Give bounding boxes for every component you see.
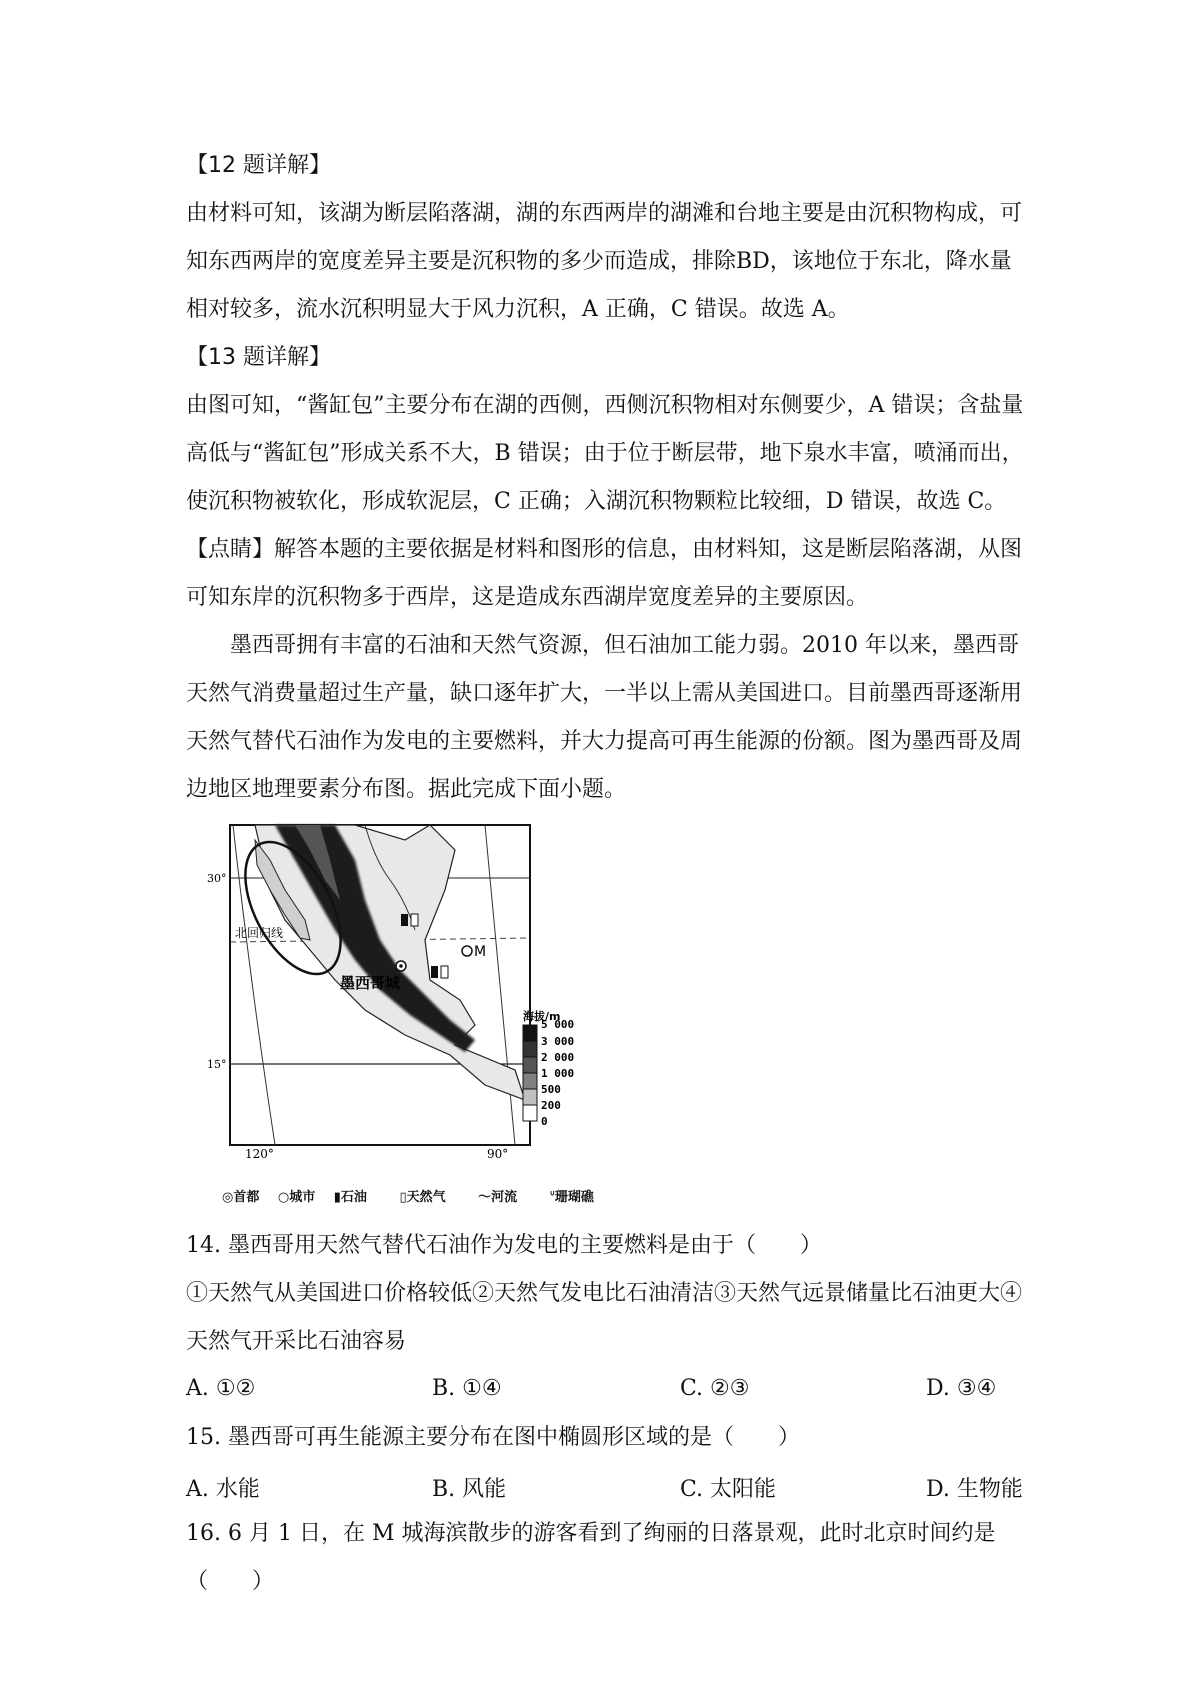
q14-option-b[interactable]: B. ①④ bbox=[432, 1376, 502, 1401]
gas-symbol-1 bbox=[411, 914, 418, 926]
capital-symbol-dot bbox=[399, 964, 403, 968]
legend-reef: ᐡ珊瑚礁 bbox=[549, 1190, 594, 1205]
mexico-map bbox=[207, 820, 655, 1190]
q12-heading: 【12 题详解】 bbox=[186, 153, 331, 178]
oil-symbol-1 bbox=[401, 914, 408, 926]
q14-stem: 14. 墨西哥用天然气替代石油作为发电的主要燃料是由于（ ） bbox=[186, 1233, 822, 1258]
oil-symbol-2 bbox=[431, 966, 438, 978]
q15-option-a[interactable]: A. 水能 bbox=[186, 1477, 260, 1502]
passage: 墨西哥拥有丰富的石油和天然气资源，但石油加工能力弱。2010 年以来，墨西哥天然气消费量超过生产量，缺口逐年扩大，一半以上需从美国进口。目前墨西哥逐渐用天然气替代石油作为发电的主要燃料，并大力提高可再生能源的份额。图为墨西哥及周边地区地理要素分布图。据此完成下面小题。 bbox=[186, 633, 1023, 802]
q14-option-c[interactable]: C. ②③ bbox=[680, 1376, 750, 1401]
q15-option-b[interactable]: B. 风能 bbox=[432, 1477, 507, 1502]
legend-river: 〜河流 bbox=[478, 1190, 518, 1205]
elev-label: 0 bbox=[541, 1115, 548, 1128]
city-m-label: M bbox=[474, 944, 487, 960]
elev-swatch-4 bbox=[523, 1073, 537, 1089]
gas-symbol-2 bbox=[441, 966, 448, 978]
q14-statements: ①天然气从美国进口价格较低②天然气发电比石油清洁③天然气远景储量比石油更大④天然气开采比石油容易 bbox=[186, 1281, 1023, 1354]
q12-explanation: 由材料可知，该湖为断层陷落湖，湖的东西两岸的湖滩和台地主要是由沉积物构成，可知东西两岸的宽度差异主要是沉积物的多少而造成，排除BD，该地位于东北，降水量相对较多，流水沉积明显大于风力沉积，A 正确，C 错误。故选 A。 bbox=[186, 201, 1023, 322]
q15-stem: 15. 墨西哥可再生能源主要分布在图中椭圆形区域的是（ ） bbox=[186, 1425, 800, 1450]
elev-label: 5 000 bbox=[541, 1018, 575, 1031]
comment-block bbox=[186, 526, 1026, 622]
legend-oil: ▮石油 bbox=[333, 1190, 367, 1205]
lon-90-label: 90° bbox=[487, 1147, 509, 1161]
q16-stem: 16. 6 月 1 日，在 M 城海滨散步的游客看到了绚丽的日落景观，此时北京时间约是（ ） bbox=[186, 1521, 996, 1594]
elev-label: 3 000 bbox=[541, 1035, 575, 1048]
elev-swatch-6 bbox=[523, 1105, 537, 1121]
elev-label: 500 bbox=[541, 1083, 561, 1096]
comment-text: 解答本题的主要依据是材料和图形的信息，由材料知，这是断层陷落湖，从图可知东岸的沉积物多于西岸，这是造成东西湖岸宽度差异的主要原因。 bbox=[186, 537, 1023, 610]
elev-label: 1 000 bbox=[541, 1067, 575, 1080]
q13-heading: 【13 题详解】 bbox=[186, 345, 331, 370]
map-legend bbox=[222, 1186, 622, 1205]
q15-option-d[interactable]: D. 生物能 bbox=[926, 1477, 1023, 1502]
q14-option-d[interactable]: D. ③④ bbox=[926, 1376, 997, 1401]
city-m-symbol bbox=[462, 946, 472, 956]
lat-30-label: 30° bbox=[207, 872, 227, 885]
comment-tag: 【点睛】 bbox=[186, 537, 275, 562]
elev-swatch-5 bbox=[523, 1089, 537, 1105]
q14-option-a[interactable]: A. ①② bbox=[186, 1376, 256, 1401]
lat-15-label: 15° bbox=[207, 1058, 227, 1071]
legend-city: ○城市 bbox=[277, 1190, 316, 1205]
elevation-title: 海拔/m bbox=[523, 1010, 561, 1023]
elev-label: 200 bbox=[541, 1099, 561, 1112]
capital-label: 墨西哥城 bbox=[340, 974, 401, 992]
elev-swatch-1 bbox=[523, 1025, 537, 1041]
elev-label: 2 000 bbox=[541, 1051, 575, 1064]
tropic-label: 北回归线 bbox=[235, 926, 284, 940]
q15-option-c[interactable]: C. 太阳能 bbox=[680, 1477, 777, 1502]
elev-swatch-2 bbox=[523, 1041, 537, 1057]
lon-120-label: 120° bbox=[245, 1147, 274, 1161]
legend-gas: ▯天然气 bbox=[399, 1190, 446, 1205]
legend-capital: ◎首都 bbox=[222, 1190, 260, 1205]
elev-swatch-3 bbox=[523, 1057, 537, 1073]
q13-explanation: 由图可知，“酱缸包”主要分布在湖的西侧，西侧沉积物相对东侧要少，A 错误；含盐量高低与“酱缸包”形成关系不大，B 错误；由于位于断层带，地下泉水丰富，喷涌而出，使沉积物被软化，形成软泥层，C 正确；入湖沉积物颗粒比较细，D 错误，故选 C。 bbox=[186, 393, 1024, 514]
